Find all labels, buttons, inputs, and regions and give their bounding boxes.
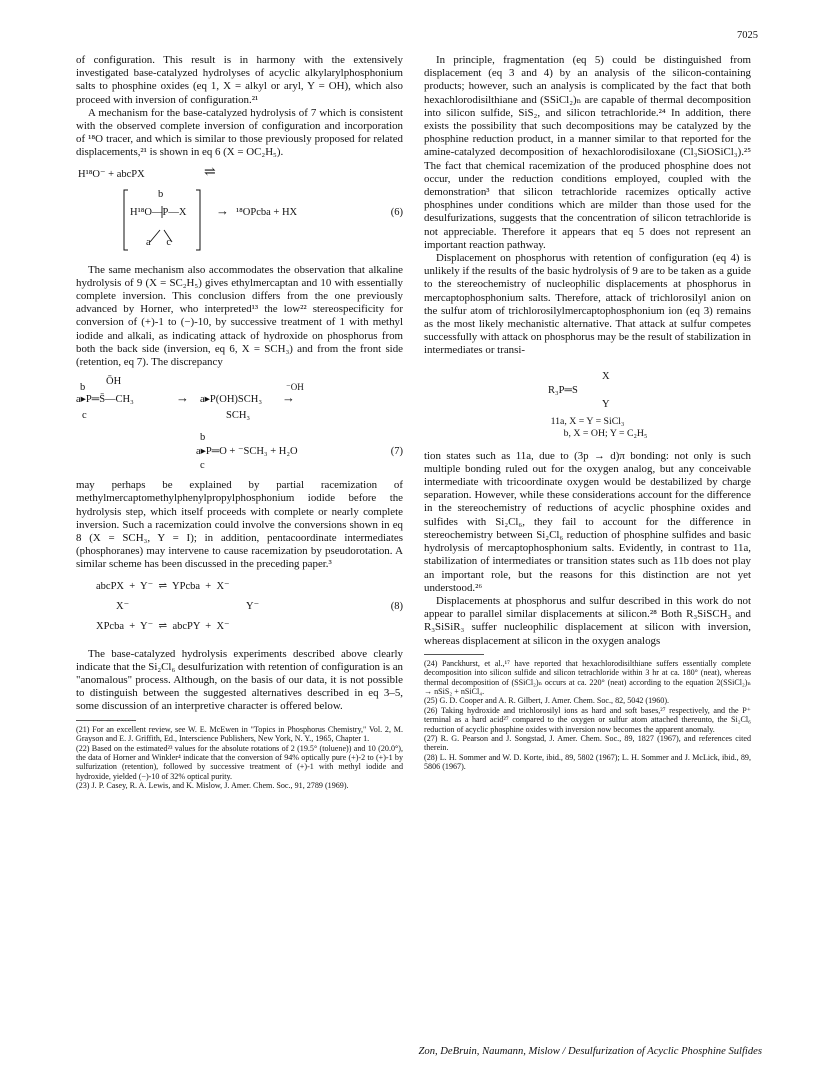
footnote: (23) J. P. Casey, R. A. Lewis, and K. Mislow, J. Amer. Chem. Soc., 91, 2789 (1969). [76,781,349,791]
right-column [424,54,751,772]
eq6-reactants: H¹⁸O⁻ + abcPX [78,168,145,180]
eq7-c-label: c [82,410,87,422]
eq7-b-label-2: b [200,432,206,444]
footnote: (27) R. G. Pearson and J. Songstad, J. Amer. Chem. Soc., 89, 1827 (1967), and references cited therein. [424,733,751,753]
footnote: (24) Panckhurst, et al.,¹⁷ have reported that hexachlorodisilthiane suffers essentially complete decomposition into silicon sulfide and silicon tetrachloride within 3 hr at ca. 180° (neat), whereas thermal decomposition of (SSiCl₂)ₙ occurs at ca. 220° (neat) according to the equation 2(SSiCl₂)ₙ → nSiS₂ + nSiCl₄. [424,658,751,696]
paragraph: Displacement on phosphorus with retention of configuration (eq 4) is unlikely if the results of the basic hydrolysis of 9 are to be taken as a guide to the stereochemistry of nucleophilic displacements at phosphorus in mercaptophosphonium salts. Therefore, attack of trichlorosilyl anion on the sulfur atom of trichlorosilylmercaptophosphonium ion (eq 3) remains as the most likely mechanistic alternative. That attack at sulfur competes successfully with attack on phosphorus may be the result of stabilization in intermediates or transi- [424,252,751,357]
structure-11 [424,364,751,442]
eq7-b-label: b [80,382,86,394]
eq6-products: ¹⁸OPcba + HX [236,206,298,218]
footnote: (26) Taking hydroxide and trichlorosilyl ions as hard and soft bases,²⁷ respectively, and the P⁺ terminal as a hard acid²⁷ compared to the oxygen or sulfur atom attached thereunto, the Si₂Cl₆ reduction of acyclic phosphine oxides with inversion now becomes the apparent anomaly. [424,705,751,734]
compound-11b-label: b, X = OH; Y = C₂H₅ [563,427,648,439]
footnote: (22) Based on the estimated²³ values for the absolute rotations of 2 (19.5° (toluene)) and 10 (20.0°), the data of Horner and Winkler⁴ indicate that the conversion of 94% optically pure (+)-2 to (+)-1 by sulfurization (retention), followed by successive treatment of (+)-1 with methyl iodide and hydroxide, yielded (−)-10 of 32% optical purity. [76,743,403,781]
eq7-sch3-label: SCH₃ [226,410,251,422]
running-footer: Zon, DeBruin, Naumann, Mislow / Desulfurization of Acyclic Phosphine Sulfides [418,1046,762,1057]
equation-8 [76,578,403,640]
paragraph: The same mechanism also accommodates the observation that alkaline hydrolysis of 9 (X = SC₂H₅) gives ethylmercaptan and 10 with essentially complete inversion. This conclusion differs from the one previously advanced by Horner, who interpreted¹³ the low²² stereospecificity for conversion of (+)-1 to (−)-10, by successive treatment of 1 with methyl iodide and alkali, as indicating attack of hydroxide on phosphorus from both the back side (inversion, eq 6, X = SCH₃) and from the front side (retention, eq 7). The discrepancy [76,263,403,369]
footnote: (25) G. D. Cooper and A. R. Gilbert, J. Amer. Chem. Soc., 82, 5042 (1960). [424,696,670,706]
eq7-reactant: a▸P═S̄—CH₃ [76,394,134,406]
eq6-arrow: → [216,202,229,218]
eq8-number: (8) [390,600,403,612]
footnote-rule [424,654,484,655]
paragraph: of configuration. This result is in harmony with the extensively investigated base-catalyzed hydrolyses of acyclic alkylarylphosphonium salts to phosphine oxides (eq 1, X = alkyl or aryl, Y = OH), which also proceed with inversion of configuration.²¹ [76,54,403,106]
eq8-line-3: XPcba + Y⁻ ⇌ abcPY + X⁻ [96,620,230,632]
equation-6 [76,166,403,256]
eq7-arrow-1: → [176,390,189,406]
eq6-intermediate: H¹⁸O—P—X [130,206,187,218]
paragraph: may perhaps be explained by partial racemization of methylmercaptomethylphenylpropylphosphonium iodide before the hydrolysis step, which itself proceeds with complete or nearly complete inversion. Such a racemization could involve the conversions shown in eq 8 (X = SCH₃, Y = I); in addition, pentacoordinate intermediates (phosphoranes) may intervene to cause racemization by pseudorotation. A similar scheme has been discussed in the preceding paper.³ [76,479,403,571]
eq8-x-minus: X⁻ [116,600,130,612]
eq6-ac-labels: a c [146,236,172,248]
eq7-oh-reagent: ⁻OH [286,382,304,393]
compound-11a-label: 11a, X = Y = SiCl₃ [550,415,625,427]
page-number: 7025 [737,30,758,41]
footnote: (21) For an excellent review, see W. E. McEwen in "Topics in Phosphorus Chemistry," Vol. 2, M. Grayson and E. J. Griffith, Ed., Interscience Publishers, New York, N. Y., 1965, Chapter 1. [76,724,403,744]
paragraph: Displacements at phosphorus and sulfur described in this work do not appear to parallel similar displacements at silicon.²⁸ Both R₃SiSCH₃ and R₃SiSiR₃ suffer nucleophilic displacement at silicon with inversion, whereas displacement at silicon in the oxygen analogs [424,594,751,647]
eq8-line-1: abcPX + Y⁻ ⇌ YPcba + X⁻ [96,580,230,592]
footnote: (28) L. H. Sommer and W. D. Korte, ibid., 89, 5802 (1967); L. H. Sommer and J. McLick, ibid., 89, 5806 (1967). [424,752,751,772]
footnote-rule [76,720,136,721]
eq6-number: (6) [390,206,403,218]
eq7-number: (7) [390,446,403,458]
paragraph: tion states such as 11a, due to (3p → d)π bonding: not only is such multiple bonding ruled out for the oxygen analog, but any conceivable intermediate with tricoordinate oxygen would be destabilized by charge separation. However, while these considerations account for the difference in the stereochemistry of reductions of acyclic phosphine oxides and sulfides with Si₂Cl₆, they fail to account for the difference in stereochemistry between Si₂Cl₆ reduction of phosphine sulfides and basic hydrolysis of mercaptophosphonium salts. Evidently, in contrast to 11a, stabilization of intermediates or transition states such as 11b does not play an important role, but the reasons for this distinction are not yet understood.²⁶ [424,449,751,594]
eq7-products: a▸P═O + ⁻SCH₃ + H₂O [196,446,298,458]
paragraph: A mechanism for the base-catalyzed hydrolysis of 7 which is consistent with the observed complete inversion of configuration and incorporation of ¹⁸O tracer, and which is similar to those previously proposed for related displacements,²¹ is shown in eq 6 (X = OC₂H₅). [76,106,403,159]
struct11-x: X [602,370,610,382]
paragraph: The base-catalyzed hydrolysis experiments described above clearly indicate that the Si₂Cl₆ desulfurization with retention of configuration is an "anomalous" process. Although, on the basis of our data, it is not possible to distinguish between the suggested alternatives described in eq 3–5, some discussion of an interpretive character is offered below. [76,647,403,713]
left-column [76,54,403,791]
paragraph: In principle, fragmentation (eq 5) could be distinguished from displacement (eq 3 and 4) by an analysis of the silicon-containing products; however, such an analysis is complicated by the fact that both hexachlorodisilthiane and (SSiCl₂)ₙ are capable of thermal decomposition into silicon sulfide, SiS₂, and silicon tetrachloride.²⁴ In addition, there exists the possibility that such decompositions may be catalyzed by the phosphine reduction product, in a manner similar to that reported for the amine-catalyzed decomposition of hexachlorodisiloxane (Cl₃SiOSiCl₃).²⁵ The fact that chemical racemization of the produced phosphine does not occur, under the reduction conditions employed, coupled with the demonstration³ that silicon tetrachloride racemizes optically active phosphines under conditions which are milder than those used for the desulfurizations, suggests that the concentration of silicon tetrachloride is not appreciable. Therefore it appears that eq 5 does not represent an important reaction pathway. [424,54,751,251]
eq8-y-minus: Y⁻ [246,600,260,612]
eq6-b-label: b [158,188,164,200]
eq7-oh: ŌH [106,376,122,388]
equation-7 [76,375,403,471]
eq7-intermediate: a▸P(OH)SCH₃ [200,394,263,406]
eq7-arrow-2: → [282,390,295,406]
eq7-c-label-2: c [200,460,205,472]
struct11-y: Y [602,398,610,410]
struct11-core: R₃P═S [548,384,578,396]
eq6-equilibrium-arrow: ⇌ [204,164,216,180]
